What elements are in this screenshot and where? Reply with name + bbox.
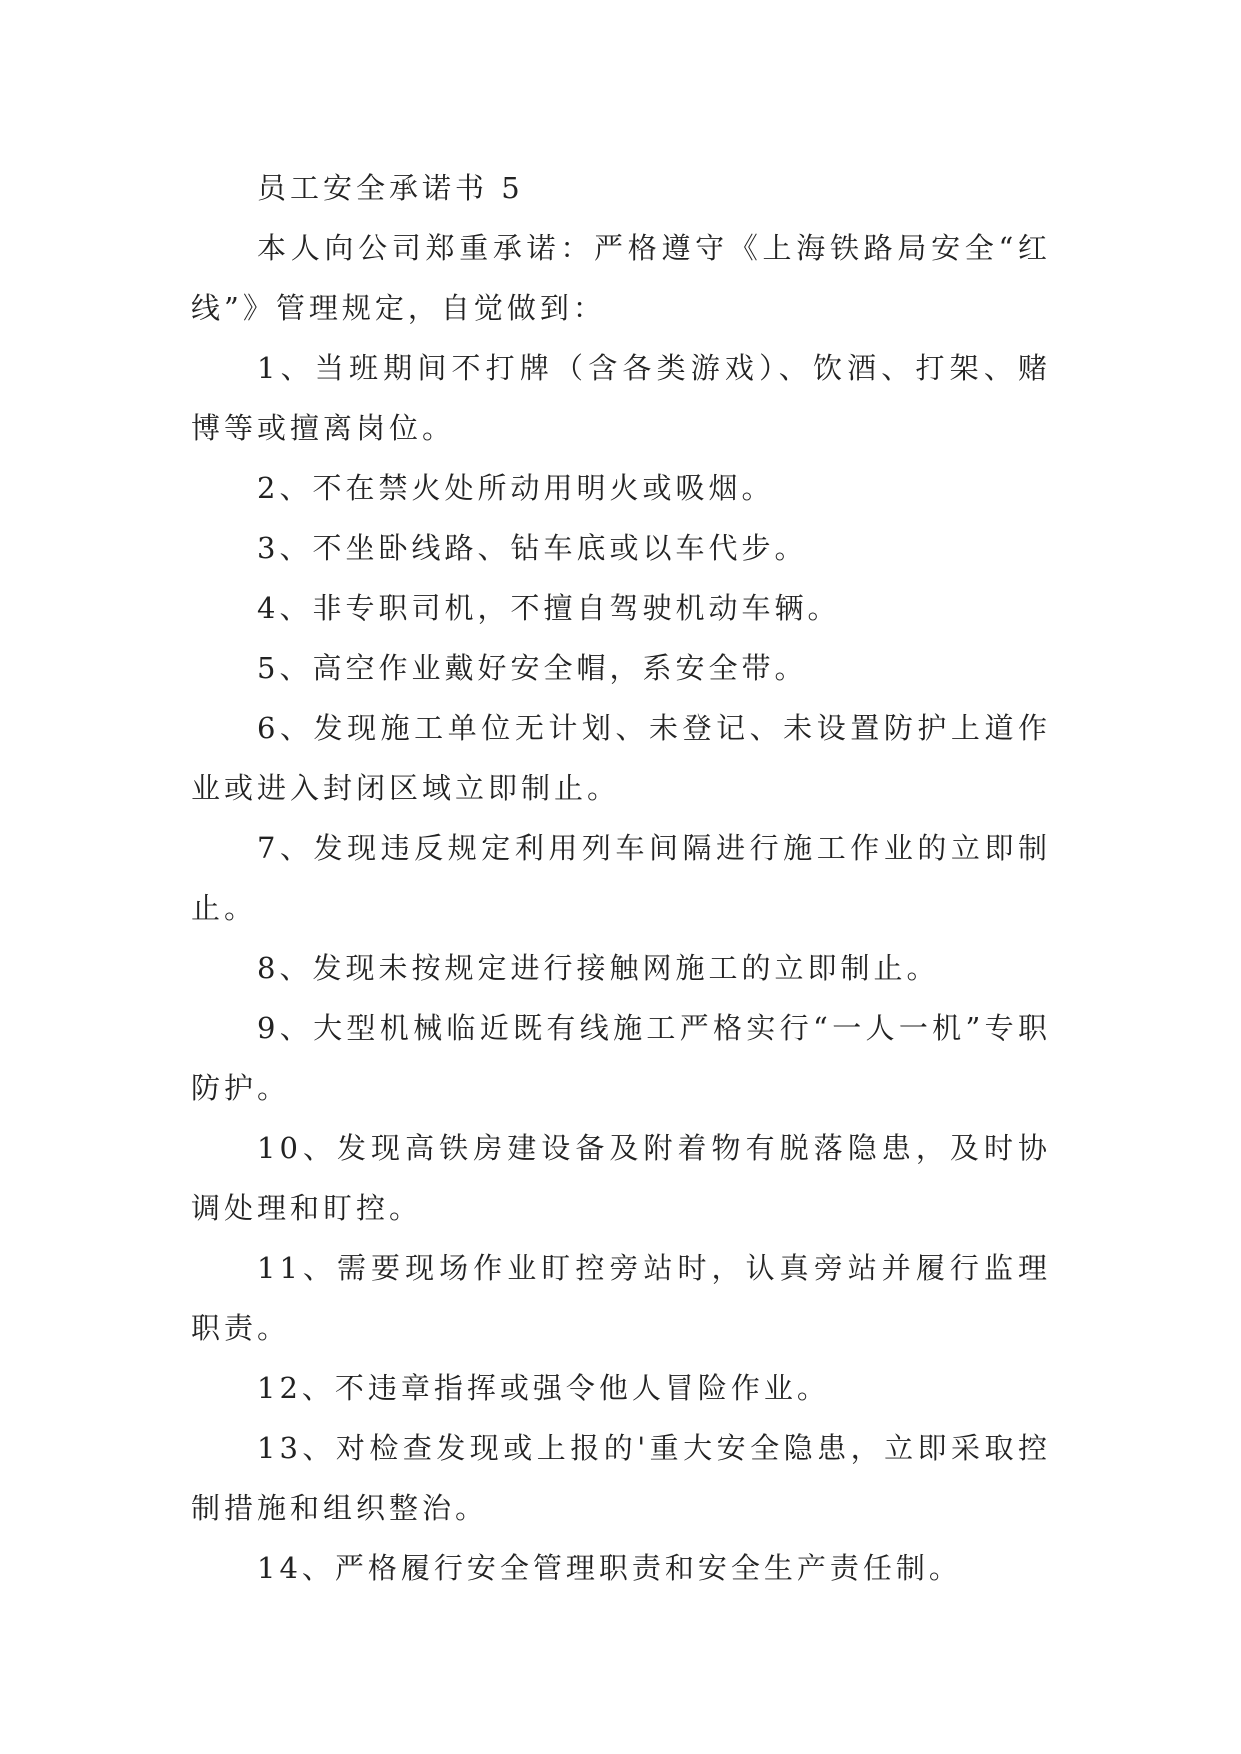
commitment-item-11: 11、需要现场作业盯控旁站时，认真旁站并履行监理职责。 bbox=[191, 1251, 1051, 1345]
commitment-item-3: 3、不坐卧线路、钻车底或以车代步。 bbox=[257, 531, 808, 565]
commitment-item-6: 6、发现施工单位无计划、未登记、未设置防护上道作业或进入封闭区域立即制止。 bbox=[191, 711, 1051, 805]
commitment-item-13: 13、对检查发现或上报的'重大安全隐患，立即采取控制措施和组织整治。 bbox=[191, 1431, 1051, 1525]
document-body bbox=[191, 158, 1051, 1598]
commitment-item-4: 4、非专职司机，不擅自驾驶机动车辆。 bbox=[257, 591, 841, 625]
commitment-item-9: 9、大型机械临近既有线施工严格实行“一人一机”专职防护。 bbox=[191, 1011, 1051, 1105]
commitment-item-7: 7、发现违反规定利用列车间隔进行施工作业的立即制止。 bbox=[191, 831, 1051, 925]
commitment-item-5: 5、高空作业戴好安全帽，系安全带。 bbox=[257, 651, 808, 685]
commitment-item-14: 14、严格履行安全管理职责和安全生产责任制。 bbox=[257, 1551, 962, 1585]
document-title: 员工安全承诺书 5 bbox=[257, 171, 524, 205]
commitment-item-1: 1、当班期间不打牌（含各类游戏）、饮酒、打架、赌博等或擅离岗位。 bbox=[191, 351, 1051, 445]
commitment-item-2: 2、不在禁火处所动用明火或吸烟。 bbox=[257, 471, 775, 505]
document-intro: 本人向公司郑重承诺：严格遵守《上海铁路局安全“红线”》管理规定，自觉做到： bbox=[191, 231, 1051, 325]
commitment-item-8: 8、发现未按规定进行接触网施工的立即制止。 bbox=[257, 951, 940, 985]
commitment-item-10: 10、发现高铁房建设备及附着物有脱落隐患，及时协调处理和盯控。 bbox=[191, 1131, 1051, 1225]
commitment-item-12: 12、不违章指挥或强令他人冒险作业。 bbox=[257, 1371, 830, 1405]
